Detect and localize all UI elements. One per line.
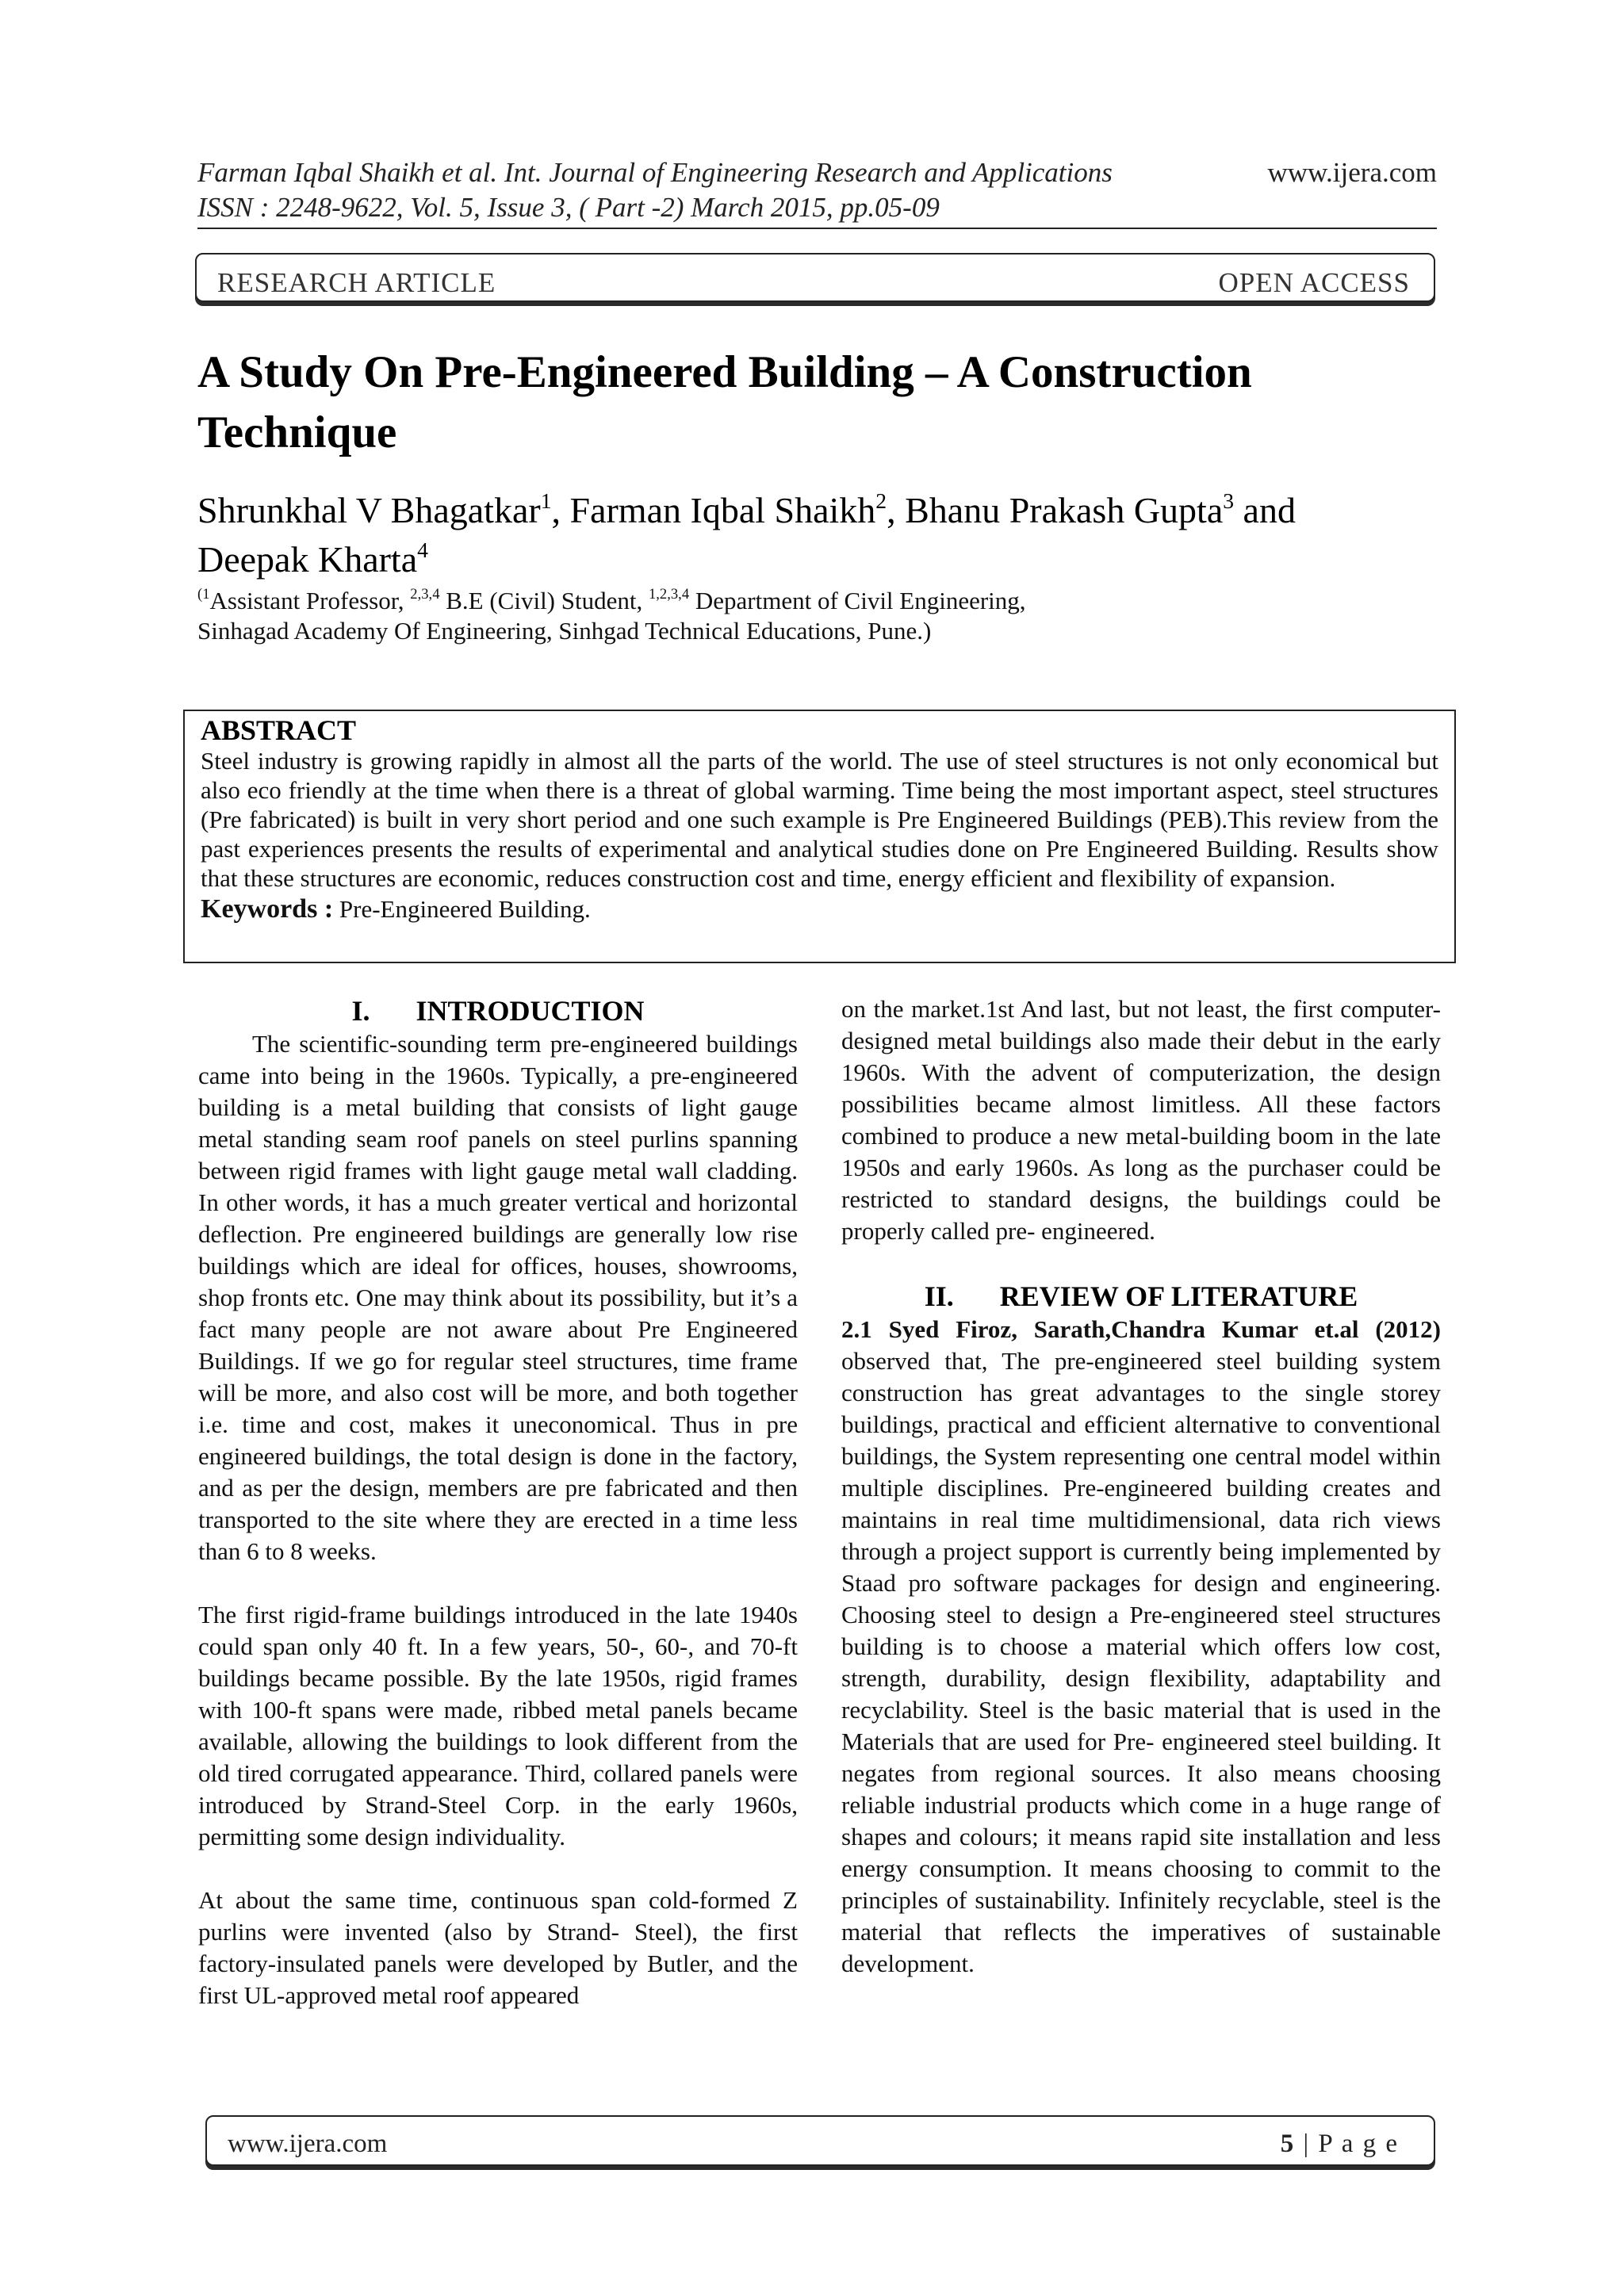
keywords-value: Pre-Engineered Building.: [333, 895, 591, 923]
intro-paragraph-3-continued: on the market.1st And last, but not least, the first computer-designed metal buildings also made their debut in the early 1960s. With the advent of computerization, the design possibilities became almost limitless. All these factors combined to produce a new metal-building boom in the late 1950s and early 1960s. As long as the purchaser could be restricted to standard designs, the buildings could be properly called pre- engineered.: [841, 995, 1441, 1245]
author-name: Deepak Kharta: [197, 539, 418, 580]
footer-website: www.ijera.com: [228, 2130, 388, 2158]
author-name: Bhanu Prakash Gupta: [905, 490, 1224, 530]
intro-paragraph-2: The first rigid-frame buildings introduced in the late 1940s could span only 40 ft. In a few years, 50-, 60-, and 70-ft buildings became possible. By the late 1950s, rigid frames with 100-ft spans were made, ribbed metal panels became available, allowing the buildings to look different from the old tired corrugated appearance. Third, collared panels were introduced by Strand-Steel Corp. in the early 1960s, permitting some design individuality.: [198, 1601, 798, 1850]
author-name: Shrunkhal V Bhagatkar: [197, 490, 541, 530]
abstract-text: Steel industry is growing rapidly in almost all the parts of the world. The use of steel structures is not only economical but also eco friendly at the time when there is a threat of global warming. Time being the most important aspect, steel structures (Pre fabricated) is built in very short period and one such example is Pre Engineered Buildings (PEB).This review from the past experiences presents the results of experimental and analytical studies done on Pre Engineered Building. Results show that these structures are economic, reduces construction cost and time, energy efficient and flexibility of expansion.: [201, 747, 1438, 892]
author-separator: ,: [887, 490, 906, 530]
abstract-box: [183, 710, 1456, 963]
intro-paragraph-1: The scientific-sounding term pre-engineered buildings came into being in the 1960s. Typically, a pre-engineered building is a metal building that consists of light gauge metal standing seam roof panels on steel purlins spanning between rigid frames with light gauge metal wall cladding. In other words, it has a much greater vertical and horizontal deflection. Pre engineered buildings are generally low rise buildings which are ideal for offices, houses, showrooms, shop fronts etc. One may think about its possibility, but it’s a fact many people are not aware about Pre Engineered Buildings. If we go for regular steel structures, time frame will be more, and also cost will be more, and both together i.e. time and cost, makes it uneconomical. Thus in pre engineered buildings, the total design is done in the factory, and as per the design, members are pre fabricated and then transported to the site where they are erected in a time less than 6 to 8 weeks.: [198, 1030, 798, 1565]
journal-line: Farman Iqbal Shaikh et al. Int. Journal of Engineering Research and Applications: [197, 157, 1113, 188]
article-type-banner: [195, 253, 1435, 302]
author-separator: and: [1234, 490, 1296, 530]
right-column: [841, 993, 1441, 1980]
author-affil-mark: 3: [1223, 488, 1235, 513]
affil-mark: 1,2,3,4: [648, 585, 690, 603]
section-heading-introduction: [198, 993, 798, 1028]
running-header: [197, 155, 1292, 225]
affil-mark: 1: [202, 585, 210, 603]
affiliation-line-2: Sinhagad Academy Of Engineering, Sinhgad Technical Educations, Pune.): [197, 617, 932, 645]
section-title: REVIEW OF LITERATURE: [999, 1280, 1358, 1312]
affil-text: B.E (Civil) Student,: [439, 587, 649, 614]
left-column: [198, 993, 798, 2011]
author-affil-mark: 1: [540, 488, 552, 513]
author-separator: ,: [551, 490, 570, 530]
page-number: 5: [1280, 2130, 1296, 2158]
header-website: www.ijera.com: [1267, 157, 1437, 188]
intro-paragraph-3: At about the same time, continuous span cold-formed Z purlins were invented (also by Strand- Steel), the first factory-insulated panels were developed by Butler, and the first UL-approved metal roof appeared: [198, 1886, 798, 2009]
paper-title: A Study On Pre-Engineered Building – A Construction Technique: [197, 347, 1252, 457]
author-list: [197, 486, 1434, 584]
affil-text: Assistant Professor,: [209, 587, 411, 614]
author-name: Farman Iqbal Shaikh: [569, 490, 876, 530]
issn-line: ISSN : 2248-9622, Vol. 5, Issue 3, ( Part -2) March 2015, pp.05-09: [197, 192, 940, 223]
abstract-heading: ABSTRACT: [201, 714, 357, 746]
open-access-label: OPEN ACCESS: [1218, 267, 1410, 298]
affil-open-paren: (: [197, 585, 203, 603]
author-affil-mark: 4: [417, 537, 428, 562]
footer-bar: [205, 2115, 1435, 2166]
header-rule: [197, 228, 1437, 229]
section-heading-review: [841, 1279, 1441, 1314]
author-affil-mark: 2: [875, 488, 887, 513]
affil-mark: 2,3,4: [410, 585, 440, 603]
review-text: observed that, The pre-engineered steel building system construction has great advantages to the single storey buildings, practical and efficient alternative to conventional buildings, the System representing one central model within multiple disciplines. Pre-engineered building creates and maintains in real time multidimensional, data rich views through a project support is currently being implemented by Staad pro software packages for design and engineering. Choosing steel to design a Pre-engineered steel structures building is to choose a material which offers low cost, strength, durability, design flexibility, adaptability and recyclability. Steel is the basic material that is used in the Materials that are used for Pre- engineered steel building. It negates from regional sources. It also means choosing reliable industrial products which come in a huge range of shapes and colours; it means rapid site installation and less energy consumption. It means choosing to commit to the principles of sustainability. Infinitely recyclable, steel is the material that reflects the imperatives of sustainable development.: [841, 1347, 1441, 1977]
section-number: I.: [351, 995, 370, 1027]
research-article-label: RESEARCH ARTICLE: [217, 267, 496, 298]
review-subheading: 2.1 Syed Firoz, Sarath,Chandra Kumar et.al (2012): [841, 1315, 1441, 1343]
review-paragraph-1: [841, 1314, 1441, 1980]
section-title: INTRODUCTION: [416, 995, 645, 1027]
keywords-label: Keywords :: [201, 894, 334, 924]
keywords: [201, 893, 1438, 926]
page-label: | P a g e: [1295, 2130, 1399, 2158]
affil-text: Department of Civil Engineering,: [689, 587, 1026, 614]
affiliations: [197, 586, 1434, 646]
affiliation-line-1: [197, 586, 1434, 616]
section-number: II.: [924, 1280, 954, 1312]
footer-page: [1281, 2130, 1399, 2159]
